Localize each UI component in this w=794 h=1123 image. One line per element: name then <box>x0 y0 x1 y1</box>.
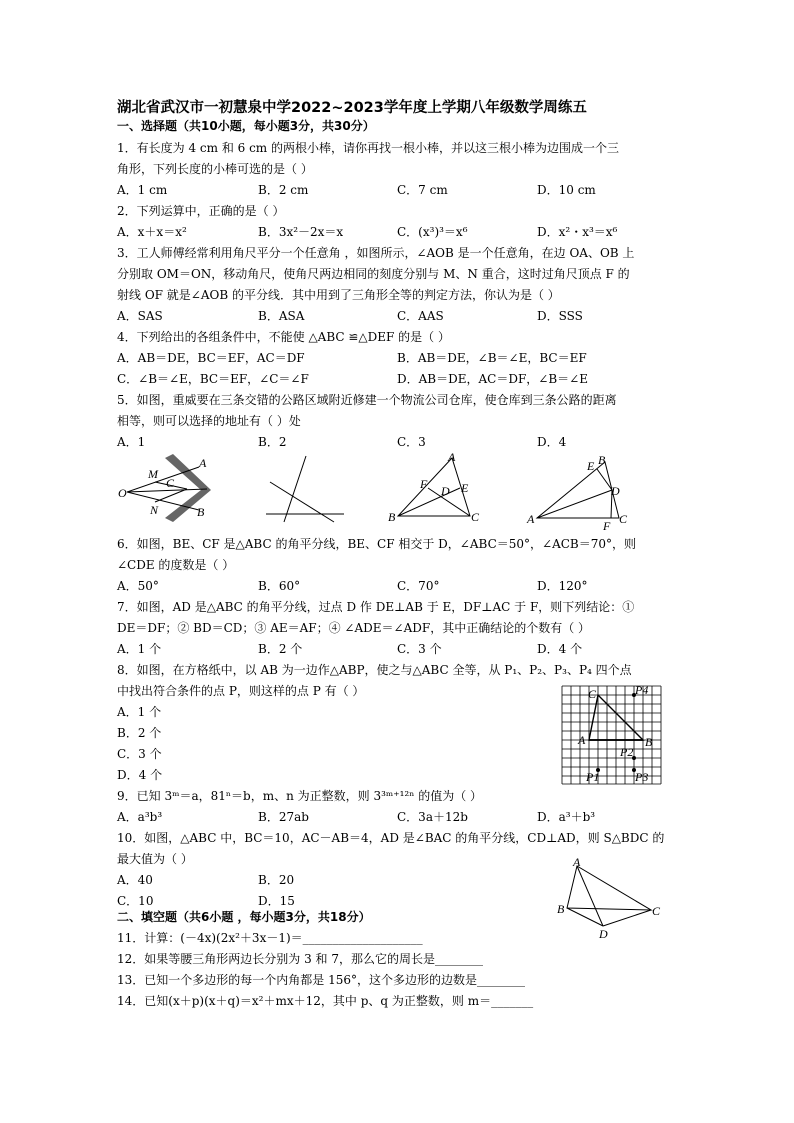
figure-triangle-bisectors <box>388 450 488 526</box>
q5-option-b: B．2 <box>258 435 287 449</box>
f6-label-a: A <box>448 450 456 464</box>
q6-option-b: B．60° <box>258 579 301 593</box>
q7-option-b: B．2 个 <box>258 642 303 656</box>
q10-option-d: D．15 <box>258 894 295 908</box>
q4-option-d: D．AB＝DE，AC＝DF，∠B＝∠E <box>397 372 588 386</box>
f7-label-c: C <box>619 512 628 526</box>
q5-line2: 相等，则可以选择的地址有（ ）处 <box>117 414 301 428</box>
f7-label-b: B <box>598 453 606 467</box>
q8-line2: 中找出符合条件的点 P，则这样的点 P 有（ ） <box>117 684 365 698</box>
q13-line: 13．已知一个多边形的每一个内角都是 156°，这个多边形的边数是________ <box>117 973 525 987</box>
f8-label-c: C <box>588 687 597 701</box>
figure-angle-ruler <box>115 452 215 524</box>
q7-option-a: A．1 个 <box>117 642 162 656</box>
f8-label-p2: P2 <box>620 745 634 759</box>
q3-option-b: B．ASA <box>258 309 305 323</box>
f3-label-m: M <box>148 467 158 481</box>
q10-line1: 10．如图，△ABC 中，BC＝10，AC－AB＝4，AD 是∠BAC 的角平分线，CD⊥AD，则 S△BDC 的 <box>117 831 665 845</box>
q7-option-d: D．4 个 <box>537 642 583 656</box>
q6-option-d: D．120° <box>537 579 588 593</box>
f7-label-f: F <box>603 519 611 532</box>
f7-label-e: E <box>587 459 595 473</box>
f6-label-c: C <box>471 510 480 524</box>
section-fill-heading: 二、填空题（共6小题 ，每小题3分，共18分） <box>117 910 371 924</box>
q5-line1: 5．如图，重威要在三条交错的公路区域附近修建一个物流公司仓库，使仓库到三条公路的距离 <box>117 393 617 407</box>
q5-option-d: D．4 <box>537 435 567 449</box>
q10-option-a: A．40 <box>117 873 153 887</box>
q9-option-a: A．a³b³ <box>117 810 163 824</box>
q2-option-c: C．(x³)³＝x⁶ <box>397 225 468 239</box>
q3-line2: 分别取 OM＝ON，移动角尺，使角尺两边相同的刻度分别与 M、N 重合，这时过角尺顶点 F 的 <box>117 267 630 281</box>
f7-label-a: A <box>527 512 535 526</box>
q2-option-d: D．x²・x³＝x⁶ <box>537 225 618 239</box>
figure-triangle-bdc <box>555 858 665 942</box>
q8-option-b: B．2 个 <box>117 726 162 740</box>
figure-three-roads <box>262 452 347 524</box>
q7-line2: DE＝DF；② BD＝CD；③ AE＝AF；④ ∠ADE＝∠ADF，其中正确结论的个数有（ ） <box>117 621 591 635</box>
q10-option-c: C．10 <box>117 894 154 908</box>
q4-option-a: A．AB＝DE，BC＝EF，AC＝DF <box>117 351 305 365</box>
q8-option-a: A．1 个 <box>117 705 162 719</box>
q1-option-d: D．10 cm <box>537 183 596 197</box>
f10-label-d: D <box>599 927 608 941</box>
q1-option-a: A．1 cm <box>117 183 168 197</box>
f6-label-d: D <box>441 484 450 498</box>
q9-option-c: C．3a＋12b <box>397 810 468 824</box>
q9-option-b: B．27ab <box>258 810 309 824</box>
q7-option-c: C．3 个 <box>397 642 442 656</box>
f10-label-b: B <box>557 902 565 916</box>
q9-option-d: D．a³＋b³ <box>537 810 596 824</box>
q6-line2: ∠CDE 的度数是（ ） <box>117 558 235 572</box>
q1-line2: 角形，下列长度的小棒可选的是（ ） <box>117 162 313 176</box>
q3-line1: 3．工人师傅经常利用角尺平分一个任意角 ，如图所示，∠AOB 是一个任意角，在边 OA、OB 上 <box>117 246 635 260</box>
q6-line1: 6．如图，BE、CF 是△ABC 的角平分线，BE、CF 相交于 D，∠ABC＝50°，∠ACB＝70°，则 <box>117 537 637 551</box>
page-title: 湖北省武汉市一初慧泉中学2022~2023学年度上学期八年级数学周练五 <box>117 100 587 116</box>
f6-label-f: F <box>420 477 428 491</box>
q2-option-b: B．3x²－2x＝x <box>258 225 344 239</box>
f10-label-a: A <box>573 858 581 869</box>
q8-option-c: C．3 个 <box>117 747 162 761</box>
q4-option-b: B．AB＝DE，∠B＝∠E，BC＝EF <box>397 351 587 365</box>
f10-label-c: C <box>652 904 661 918</box>
q5-option-a: A．1 <box>117 435 146 449</box>
q11-line: 11．计算：(－4x)(2x²＋3x－1)＝____________________ <box>117 931 423 945</box>
q1-line1: 1．有长度为 4 cm 和 6 cm 的两根小棒，请你再找一根小棒，并以这三根小棒为边围成一个三 <box>117 141 619 155</box>
q6-option-a: A．50° <box>117 579 159 593</box>
q10-line2: 最大值为（ ） <box>117 852 193 866</box>
q3-line3: 射线 OF 就是∠AOB 的平分线．其中用到了三角形全等的判定方法，你认为是（ ） <box>117 288 560 302</box>
f6-label-b: B <box>388 510 396 524</box>
f8-label-b: B <box>645 735 653 749</box>
section-choice-heading: 一、选择题（共10小题，每小题3分，共30分） <box>117 119 375 133</box>
q7-line1: 7．如图，AD 是△ABC 的角平分线，过点 D 作 DE⊥AB 于 E，DF⊥AC 于 F，则下列结论：① <box>117 600 635 614</box>
f3-label-c: C <box>166 476 175 490</box>
q8-option-d: D．4 个 <box>117 768 163 782</box>
f8-label-p4: P4 <box>635 684 649 697</box>
q14-line: 14．已知(x＋p)(x＋q)＝x²＋mx＋12，其中 p、q 为正整数，则 m＝_______ <box>117 994 534 1008</box>
q1-option-b: B．2 cm <box>258 183 309 197</box>
q12-line: 12．如果等腰三角形两边长分别为 3 和 7，那么它的周长是________ <box>117 952 483 966</box>
q4-option-c: C．∠B＝∠E，BC＝EF，∠C＝∠F <box>117 372 309 386</box>
f3-label-b: B <box>197 505 205 519</box>
figure-bisector-perpendiculars <box>525 452 635 532</box>
f6-label-e: E <box>461 481 469 495</box>
figure-grid-points <box>560 684 670 786</box>
q5-option-c: C．3 <box>397 435 426 449</box>
q2-option-a: A．x＋x＝x² <box>117 225 187 239</box>
f3-label-o: O <box>118 486 127 500</box>
f8-label-a: A <box>578 733 586 747</box>
q10-option-b: B．20 <box>258 873 295 887</box>
q4-line1: 4．下列给出的各组条件中，不能使 △ABC ≌△DEF 的是（ ） <box>117 330 451 344</box>
q8-line1: 8．如图，在方格纸中，以 AB 为一边作△ABP，使之与△ABC 全等，从 P₁、P₂、P₃、P₄ 四个点 <box>117 663 632 677</box>
q3-option-d: D．SSS <box>537 309 583 323</box>
f8-label-p1: P1 <box>586 770 600 784</box>
q6-option-c: C．70° <box>397 579 440 593</box>
q9-line1: 9．已知 3ᵐ＝a，81ⁿ＝b，m、n 为正整数，则 3³ᵐ⁺¹²ⁿ 的值为（ ） <box>117 789 483 803</box>
f8-label-p3: P3 <box>635 770 649 784</box>
f7-label-d: D <box>611 484 620 498</box>
q3-option-c: C．AAS <box>397 309 444 323</box>
f3-label-n: N <box>150 503 159 517</box>
q3-option-a: A．SAS <box>117 309 163 323</box>
q2-line1: 2．下列运算中，正确的是（ ） <box>117 204 285 218</box>
q1-option-c: C．7 cm <box>397 183 448 197</box>
f3-label-a: A <box>199 456 207 470</box>
